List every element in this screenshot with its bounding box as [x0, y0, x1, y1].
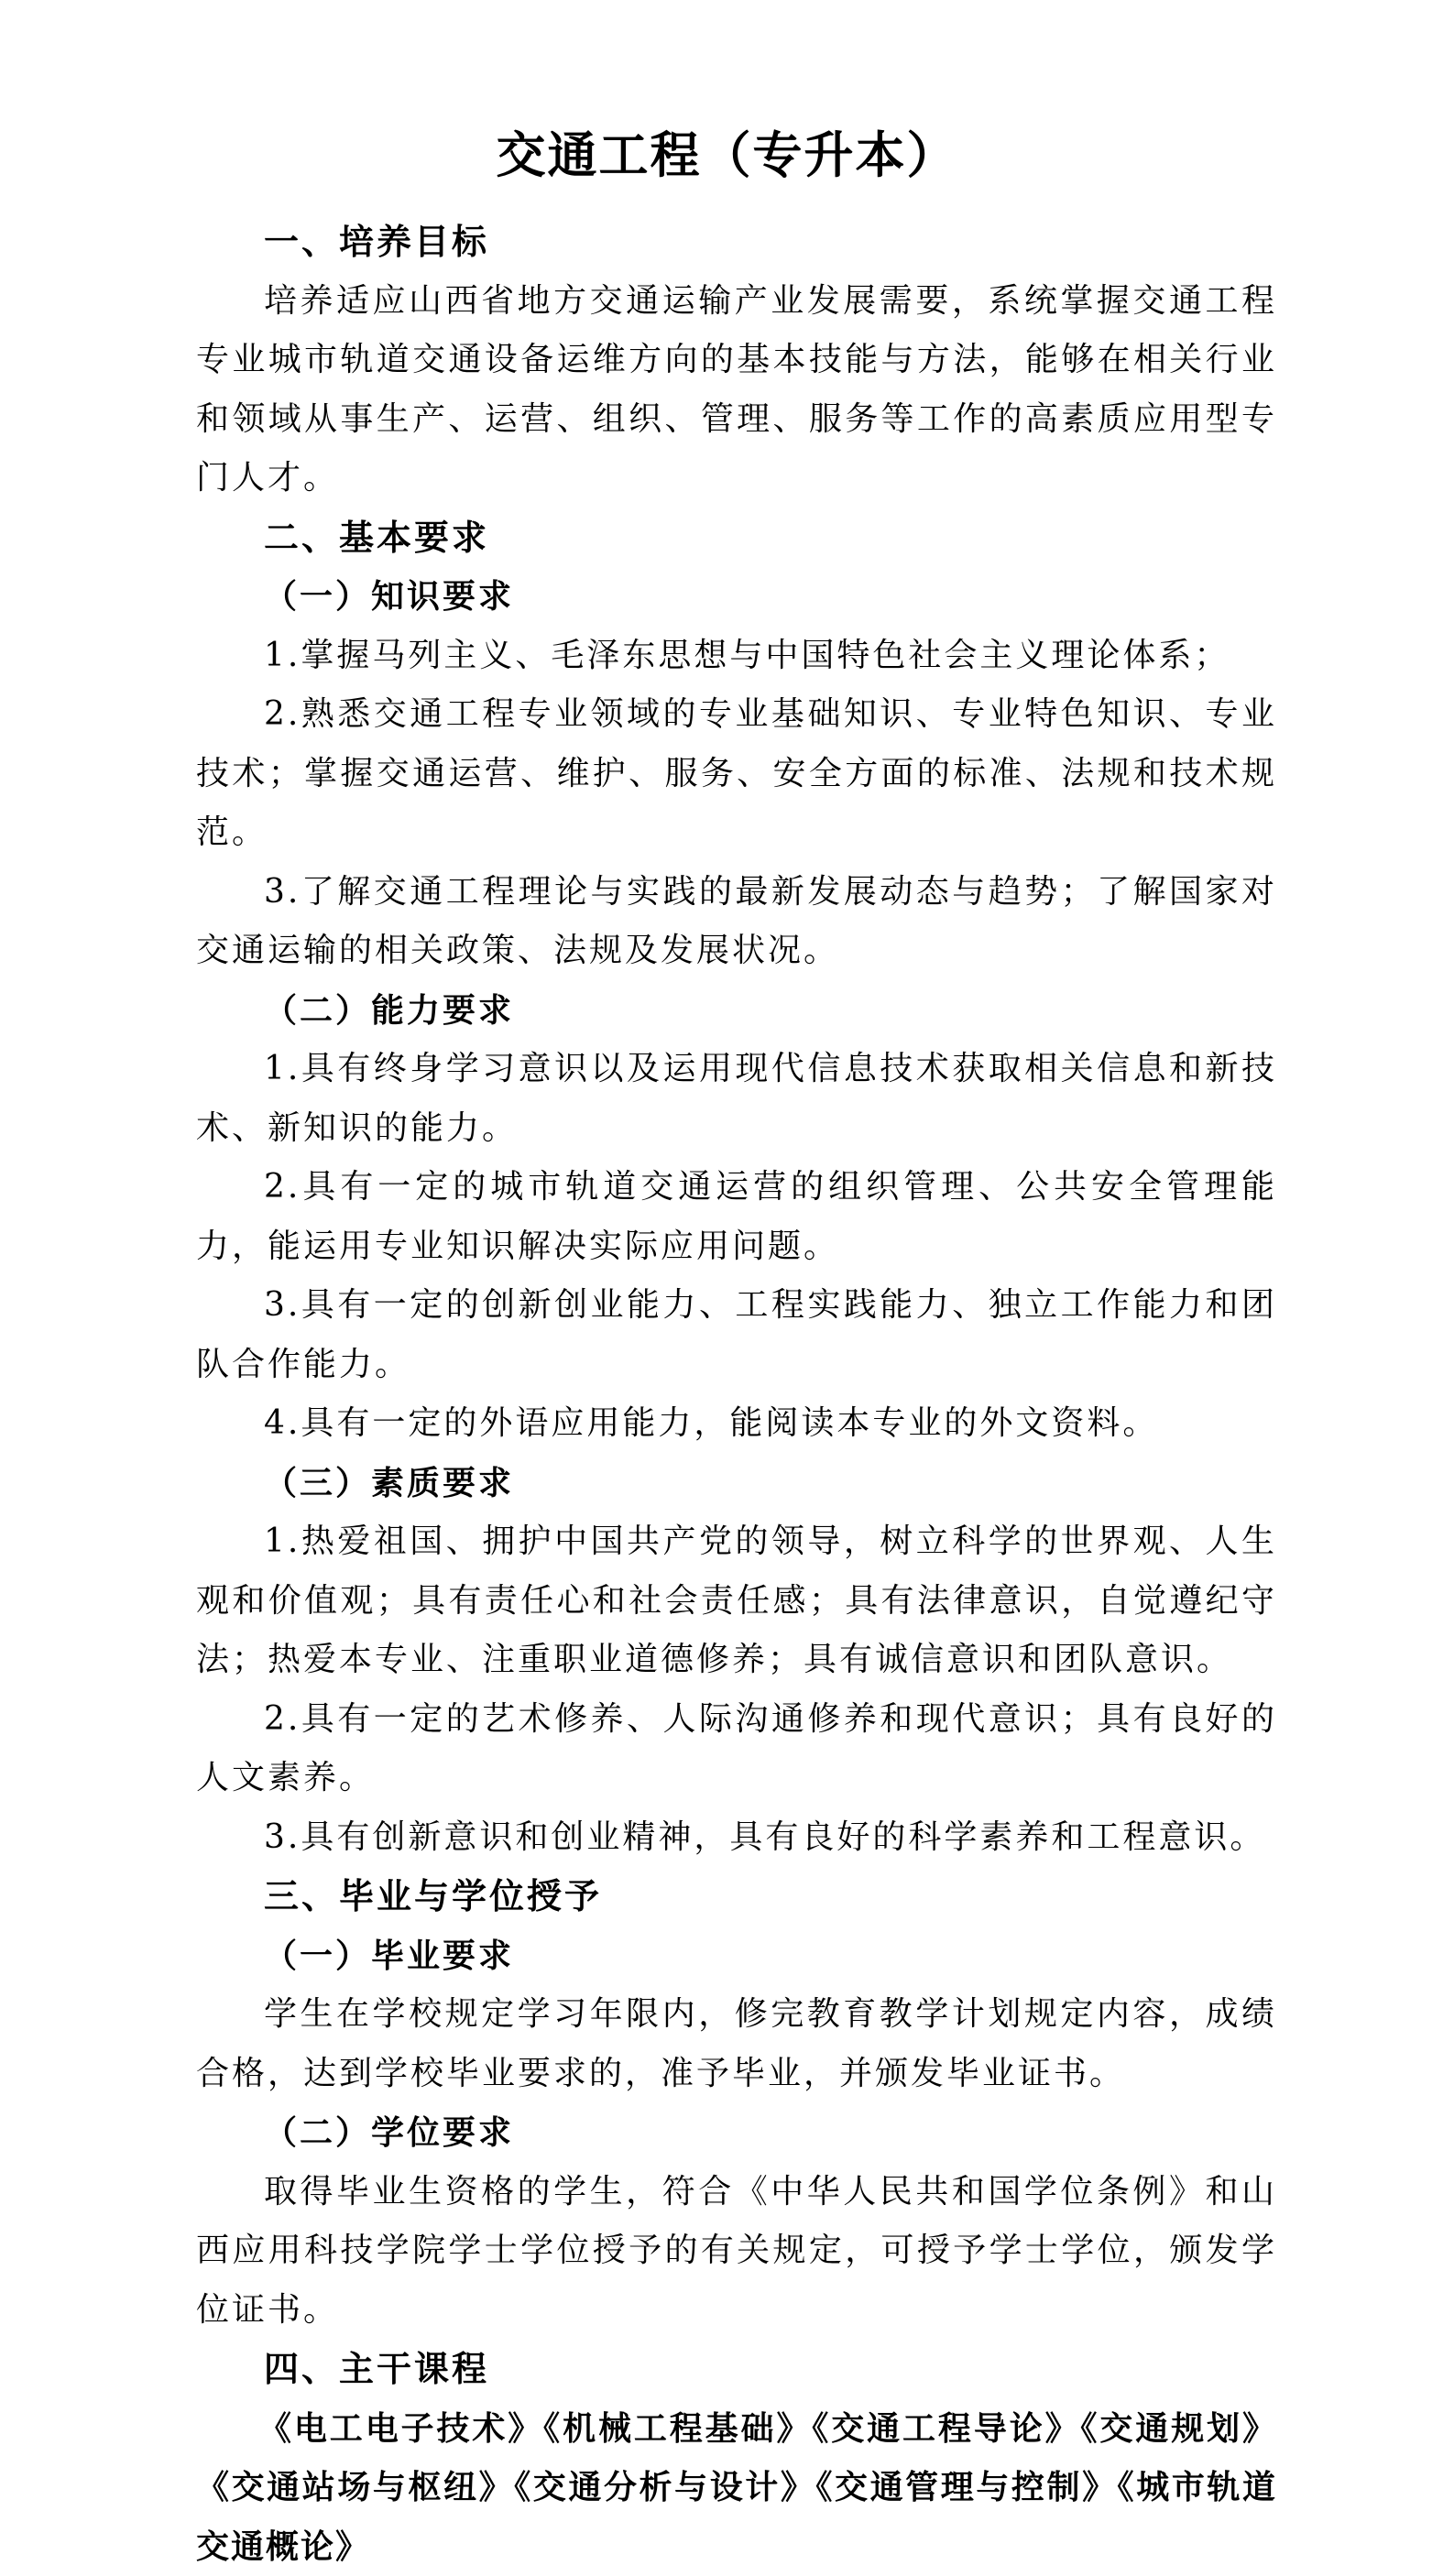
knowledge-item: 3.了解交通工程理论与实践的最新发展动态与趋势；了解国家对交通运输的相关政策、法规及发展状况。 — [196, 863, 1277, 981]
subheading-ability: （二）能力要求 — [196, 981, 1277, 1041]
section-heading-training-goals: 一、培养目标 — [196, 213, 1277, 272]
section-heading-graduation-degree: 三、毕业与学位授予 — [196, 1867, 1277, 1927]
subheading-graduation: （一）毕业要求 — [196, 1927, 1277, 1986]
document-body — [196, 213, 1277, 2576]
quality-item: 2.具有一定的艺术修养、人际沟通修养和现代意识；具有良好的人文素养。 — [196, 1690, 1277, 1808]
degree-text: 取得毕业生资格的学生，符合《中华人民共和国学位条例》和山西应用科技学院学士学位授予的有关规定，可授予学士学位，颁发学位证书。 — [196, 2163, 1277, 2341]
ability-item: 2.具有一定的城市轨道交通运营的组织管理、公共安全管理能力，能运用专业知识解决实际应用问题。 — [196, 1158, 1277, 1276]
training-goals-text: 培养适应山西省地方交通运输产业发展需要，系统掌握交通工程专业城市轨道交通设备运维方向的基本技能与方法，能够在相关行业和领域从事生产、运营、组织、管理、服务等工作的高素质应用型专门人才。 — [196, 272, 1277, 508]
section-heading-main-courses: 四、主干课程 — [196, 2340, 1277, 2399]
knowledge-item: 1.掌握马列主义、毛泽东思想与中国特色社会主义理论体系； — [196, 627, 1277, 686]
graduation-text: 学生在学校规定学习年限内，修完教育教学计划规定内容，成绩合格，达到学校毕业要求的，准予毕业，并颁发毕业证书。 — [196, 1985, 1277, 2103]
subheading-knowledge: （一）知识要求 — [196, 567, 1277, 627]
section-heading-basic-requirements: 二、基本要求 — [196, 508, 1277, 568]
page-title: 交通工程（专升本） — [0, 117, 1454, 194]
ability-item: 1.具有终身学习意识以及运用现代信息技术获取相关信息和新技术、新知识的能力。 — [196, 1040, 1277, 1158]
ability-item: 3.具有一定的创新创业能力、工程实践能力、独立工作能力和团队合作能力。 — [196, 1276, 1277, 1394]
subheading-quality: （三）素质要求 — [196, 1454, 1277, 1513]
knowledge-item: 2.熟悉交通工程专业领域的专业基础知识、专业特色知识、专业技术；掌握交通运营、维护、服务、安全方面的标准、法规和技术规范。 — [196, 685, 1277, 863]
quality-item: 1.热爱祖国、拥护中国共产党的领导，树立科学的世界观、人生观和价值观；具有责任心和社会责任感；具有法律意识，自觉遵纪守法；热爱本专业、注重职业道德修养；具有诚信意识和团队意识。 — [196, 1512, 1277, 1690]
quality-item: 3.具有创新意识和创业精神，具有良好的科学素养和工程意识。 — [196, 1808, 1277, 1868]
subheading-degree: （二）学位要求 — [196, 2103, 1277, 2163]
main-courses-list: 《电工电子技术》《机械工程基础》《交通工程导论》《交通规划》《交通站场与枢纽》《交通分析与设计》《交通管理与控制》《城市轨道交通概论》 — [196, 2399, 1277, 2576]
ability-item: 4.具有一定的外语应用能力，能阅读本专业的外文资料。 — [196, 1394, 1277, 1454]
